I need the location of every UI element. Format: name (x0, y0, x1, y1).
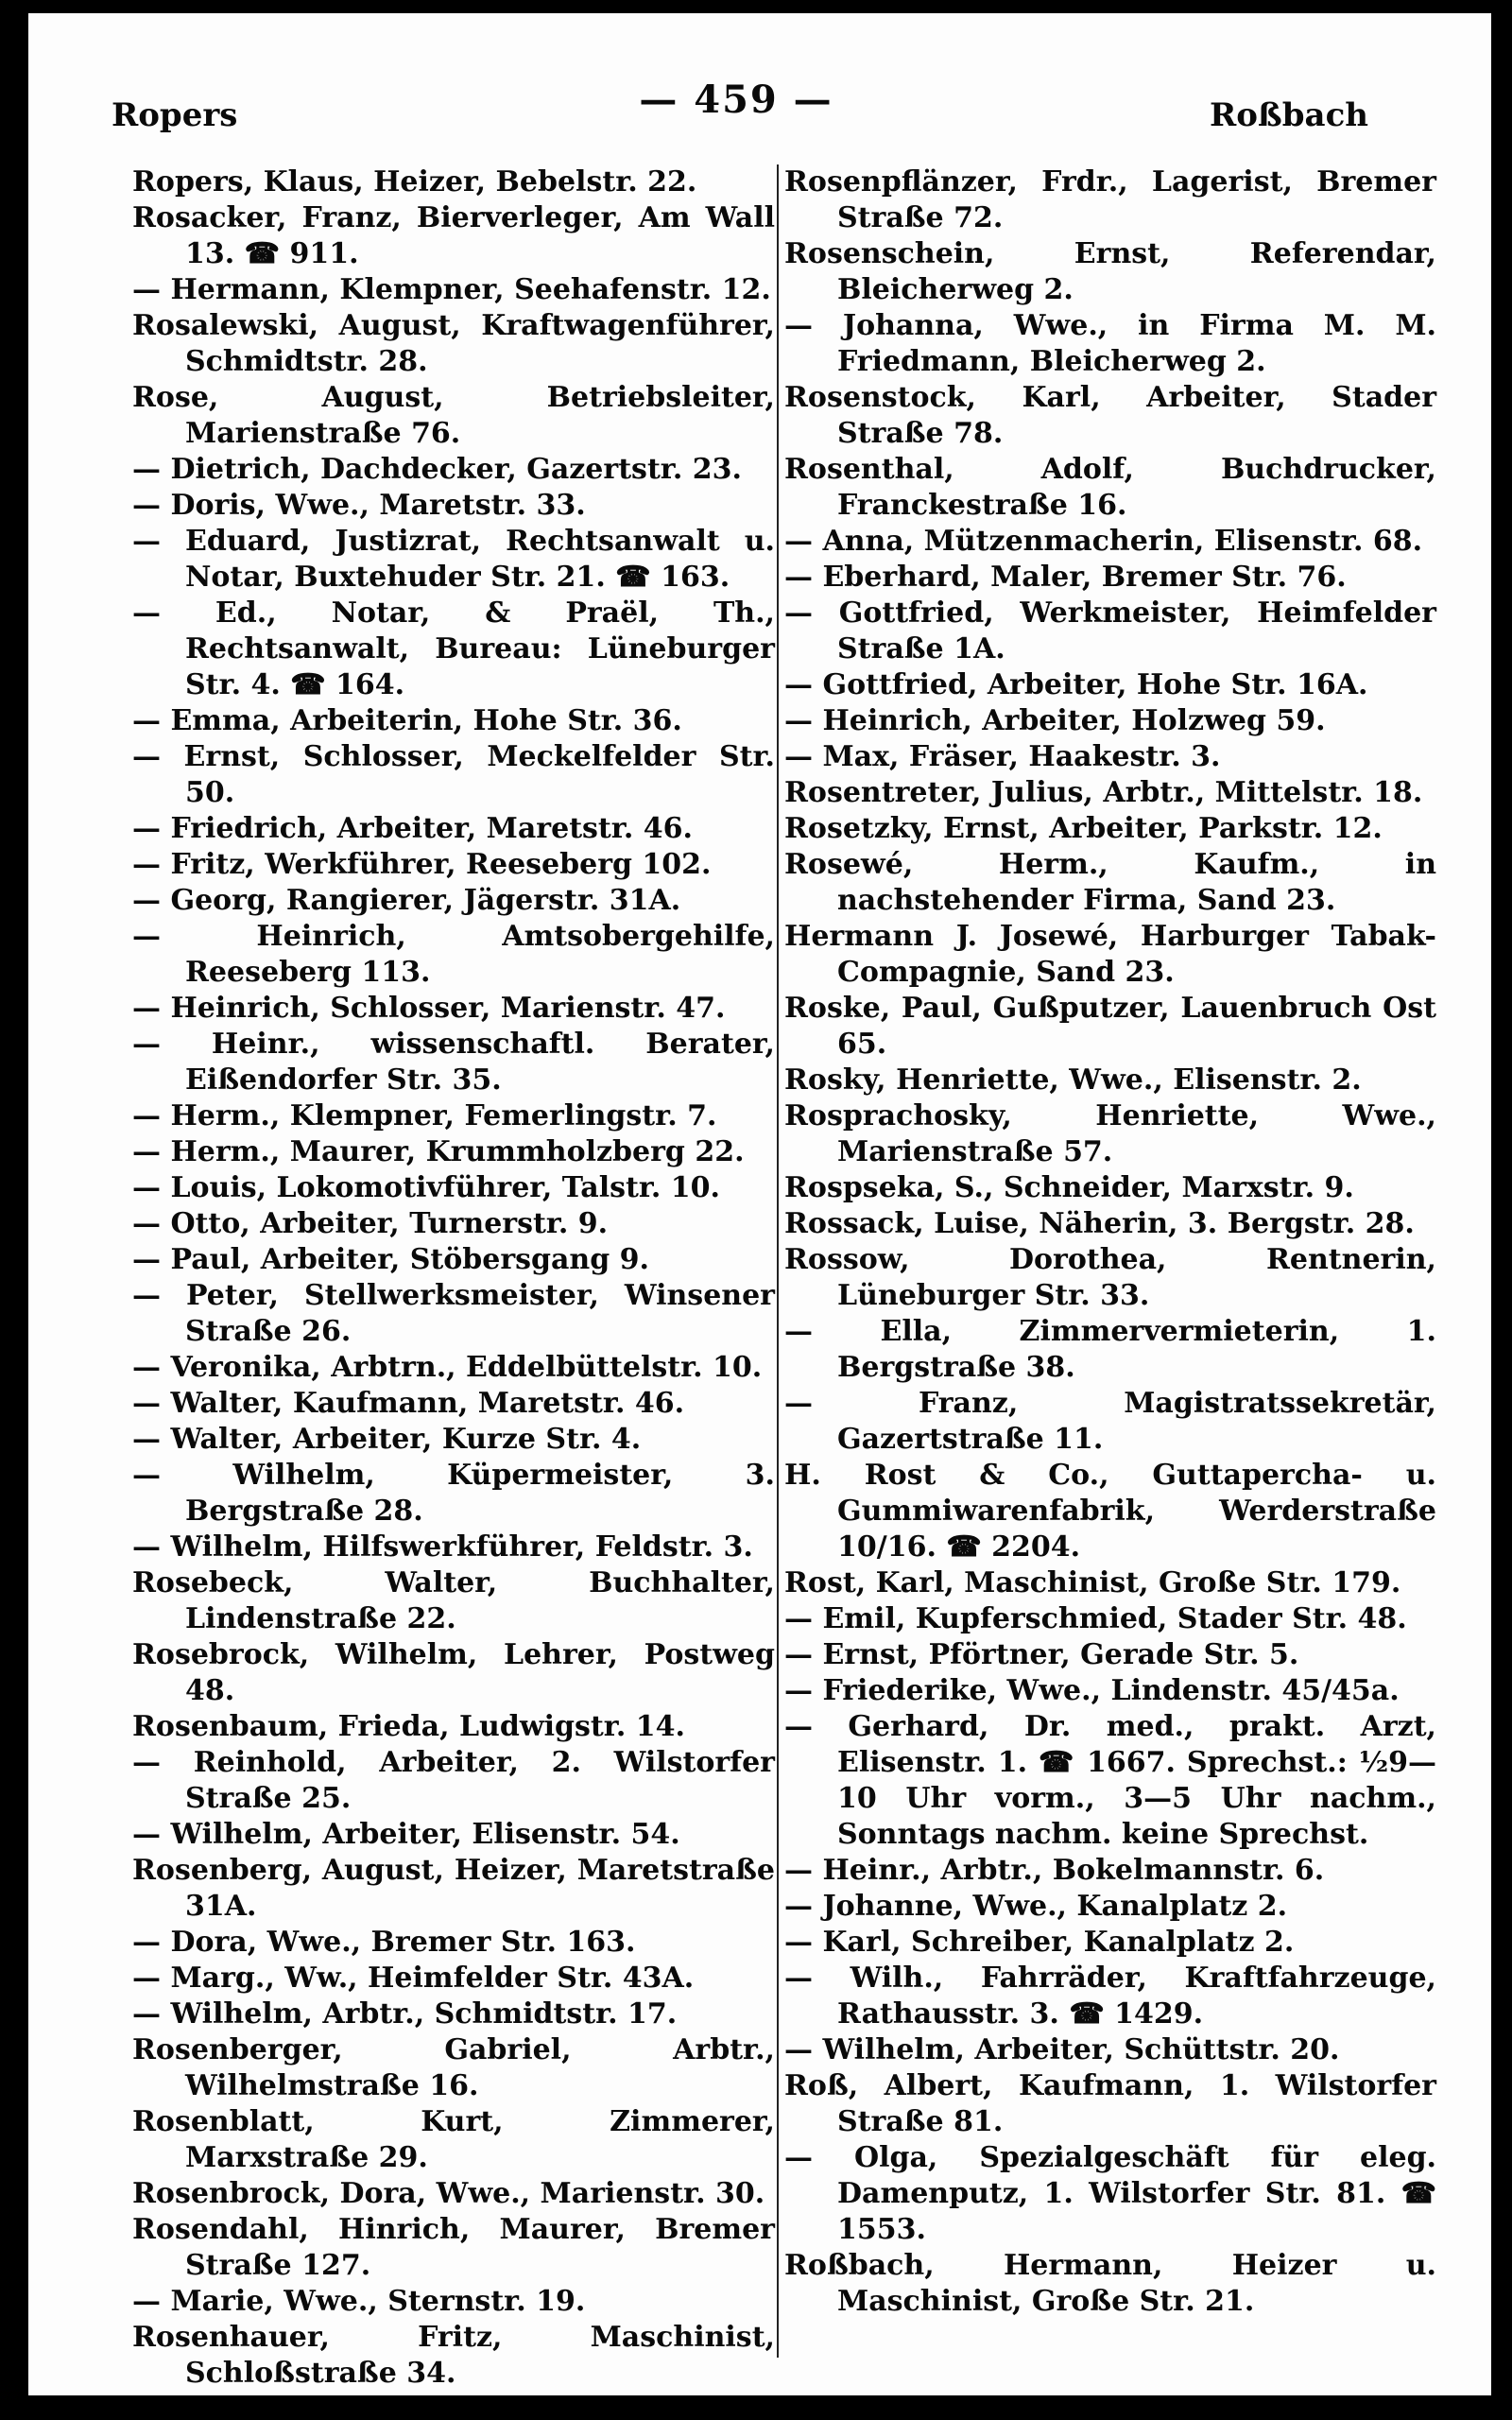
left-column (132, 164, 775, 2392)
page-number: — 459 — (639, 78, 833, 122)
directory-entry: Rospseka, S., Schneider, Marxstr. 9. (784, 1171, 1354, 1204)
directory-entry: — Wilhelm, Arbeiter, Elisenstr. 54. (132, 1818, 680, 1851)
directory-entry: — Johanna, Wwe., in Firma M. M. Friedmann, Bleicherweg 2. (784, 309, 1436, 378)
directory-entry: — Ernst, Schlosser, Meckelfelder Str. 50. (132, 740, 775, 809)
directory-entry: Rosalewski, August, Kraftwagenführer, Schmidtstr. 28. (132, 309, 775, 378)
directory-entry: — Friederike, Wwe., Lindenstr. 45/45a. (784, 1674, 1400, 1707)
directory-entry: H. Rost & Co., Guttapercha- u. Gummiwarenfabrik, Werderstraße 10/16. ☎ 2204. (784, 1459, 1436, 1564)
directory-entry: — Heinrich, Amtsobergehilfe, Reeseberg 113. (132, 920, 775, 989)
directory-entry: — Karl, Schreiber, Kanalplatz 2. (784, 1926, 1295, 1959)
directory-entry: — Max, Fräser, Haakestr. 3. (784, 740, 1221, 773)
column-divider (777, 164, 779, 2358)
directory-entry: — Ella, Zimmervermieterin, 1. Bergstraße 38. (784, 1315, 1436, 1384)
directory-entry: Rosprachosky, Henriette, Wwe., Marienstraße 57. (784, 1099, 1436, 1168)
directory-entry: Roßbach, Hermann, Heizer u. Maschinist, Große Str. 21. (784, 2249, 1436, 2318)
directory-entry: — Wilhelm, Arbeiter, Schüttstr. 20. (784, 2033, 1340, 2066)
page-header (104, 68, 1368, 134)
directory-entry: Rosetzky, Ernst, Arbeiter, Parkstr. 12. (784, 812, 1383, 845)
directory-entry: Rosenberg, August, Heizer, Maretstraße 31A. (132, 1854, 775, 1923)
directory-entry: — Ed., Notar, & Praël, Th., Rechtsanwalt, Bureau: Lüneburger Str. 4. ☎ 164. (132, 596, 775, 701)
directory-entry: — Fritz, Werkführer, Reeseberg 102. (132, 848, 712, 881)
directory-entry: — Wilhelm, Küpermeister, 3. Bergstraße 28. (132, 1459, 775, 1528)
directory-entry: — Gottfried, Werkmeister, Heimfelder Straße 1A. (784, 596, 1436, 666)
directory-entry: Rosenhauer, Fritz, Maschinist, Schloßstraße 34. (132, 2321, 775, 2390)
directory-entry: Rosacker, Franz, Bierverleger, Am Wall 13. ☎ 911. (132, 201, 775, 270)
directory-entry: Ropers, Klaus, Heizer, Bebelstr. 22. (132, 165, 697, 199)
directory-entry: Rosenberger, Gabriel, Arbtr., Wilhelmstraße 16. (132, 2033, 775, 2102)
directory-entry: — Herm., Maurer, Krummholzberg 22. (132, 1135, 745, 1168)
directory-entry: — Dora, Wwe., Bremer Str. 163. (132, 1926, 636, 1959)
directory-entry: Rosenbaum, Frieda, Ludwigstr. 14. (132, 1710, 685, 1743)
paper-sheet (28, 13, 1491, 2395)
directory-entry: Rosenschein, Ernst, Referendar, Bleicherweg 2. (784, 237, 1436, 306)
directory-entry: — Emma, Arbeiterin, Hohe Str. 36. (132, 704, 682, 737)
directory-entry: — Wilhelm, Arbtr., Schmidtstr. 17. (132, 1997, 678, 2031)
directory-entry: — Olga, Spezialgeschäft für eleg. Damenputz, 1. Wilstorfer Str. 81. ☎ 1553. (784, 2141, 1436, 2246)
directory-entry: — Heinrich, Arbeiter, Holzweg 59. (784, 704, 1326, 737)
directory-entry: Rosewé, Herm., Kaufm., in nachstehender Firma, Sand 23. (784, 848, 1436, 917)
directory-entry: — Gottfried, Arbeiter, Hohe Str. 16A. (784, 668, 1368, 701)
directory-entry: Rosenpflänzer, Frdr., Lagerist, Bremer Straße 72. (784, 165, 1436, 234)
header-right-keyword: Roßbach (1210, 96, 1368, 134)
directory-entry: — Friedrich, Arbeiter, Maretstr. 46. (132, 812, 693, 845)
directory-entry: — Gerhard, Dr. med., prakt. Arzt, Elisenstr. 1. ☎ 1667. Sprechst.: ½9—10 Uhr vorm., 3—5 Uhr nachm., Sonntags nachm. keine Sprechst. (784, 1710, 1436, 1851)
directory-entry: Roske, Paul, Gußputzer, Lauenbruch Ost 65. (784, 992, 1436, 1061)
directory-entry: — Walter, Arbeiter, Kurze Str. 4. (132, 1423, 642, 1456)
directory-entry: — Peter, Stellwerksmeister, Winsener Straße 26. (132, 1279, 775, 1348)
directory-entry: — Ernst, Pförtner, Gerade Str. 5. (784, 1638, 1299, 1671)
directory-entry: Hermann J. Josewé, Harburger Tabak-Compagnie, Sand 23. (784, 920, 1436, 989)
directory-entry: — Walter, Kaufmann, Maretstr. 46. (132, 1387, 685, 1420)
directory-entry: Roß, Albert, Kaufmann, 1. Wilstorfer Straße 81. (784, 2069, 1436, 2138)
right-column (784, 164, 1436, 2320)
directory-entry: — Anna, Mützenmacherin, Elisenstr. 68. (784, 525, 1423, 558)
directory-entry: Rosenblatt, Kurt, Zimmerer, Marxstraße 29. (132, 2105, 775, 2174)
directory-entry: — Otto, Arbeiter, Turnerstr. 9. (132, 1207, 609, 1240)
directory-entry: Rosebrock, Wilhelm, Lehrer, Postweg 48. (132, 1638, 775, 1707)
directory-entry: — Veronika, Arbtrn., Eddelbüttelstr. 10. (132, 1351, 763, 1384)
directory-columns (104, 164, 1436, 2390)
directory-entry: — Heinr., wissenschaftl. Berater, Eißendorfer Str. 35. (132, 1028, 775, 1097)
directory-entry: Rosky, Henriette, Wwe., Elisenstr. 2. (784, 1063, 1362, 1097)
directory-entry: Rossow, Dorothea, Rentnerin, Lüneburger Str. 33. (784, 1243, 1436, 1312)
directory-entry: Rose, August, Betriebsleiter, Marienstraße 76. (132, 381, 775, 450)
directory-entry: — Marie, Wwe., Sternstr. 19. (132, 2285, 586, 2318)
directory-entry: Rost, Karl, Maschinist, Große Str. 179. (784, 1566, 1401, 1599)
directory-entry: — Paul, Arbeiter, Stöbersgang 9. (132, 1243, 649, 1276)
directory-entry: — Dietrich, Dachdecker, Gazertstr. 23. (132, 453, 742, 486)
directory-entry: — Hermann, Klempner, Seehafenstr. 12. (132, 273, 771, 306)
directory-entry: — Heinrich, Schlosser, Marienstr. 47. (132, 992, 726, 1025)
directory-entry: Rosendahl, Hinrich, Maurer, Bremer Straße 127. (132, 2213, 775, 2282)
directory-entry: — Johanne, Wwe., Kanalplatz 2. (784, 1890, 1288, 1923)
directory-entry: — Louis, Lokomotivführer, Talstr. 10. (132, 1171, 720, 1204)
directory-entry: Rossack, Luise, Näherin, 3. Bergstr. 28. (784, 1207, 1415, 1240)
directory-entry: — Doris, Wwe., Maretstr. 33. (132, 489, 586, 522)
directory-entry: Rosentreter, Julius, Arbtr., Mittelstr. 18. (784, 776, 1423, 809)
directory-entry: — Reinhold, Arbeiter, 2. Wilstorfer Straße 25. (132, 1746, 775, 1815)
directory-entry: — Emil, Kupferschmied, Stader Str. 48. (784, 1602, 1407, 1635)
directory-entry: — Heinr., Arbtr., Bokelmannstr. 6. (784, 1854, 1325, 1887)
header-left-keyword: Ropers (112, 96, 238, 134)
directory-entry: — Herm., Klempner, Femerlingstr. 7. (132, 1099, 717, 1132)
directory-entry: Rosebeck, Walter, Buchhalter, Lindenstraße 22. (132, 1566, 775, 1635)
directory-entry: Rosenstock, Karl, Arbeiter, Stader Straße 78. (784, 381, 1436, 450)
directory-entry: — Marg., Ww., Heimfelder Str. 43A. (132, 1962, 695, 1995)
directory-entry: — Georg, Rangierer, Jägerstr. 31A. (132, 884, 681, 917)
directory-entry: — Wilhelm, Hilfswerkführer, Feldstr. 3. (132, 1530, 753, 1564)
directory-entry: Rosenthal, Adolf, Buchdrucker, Franckestraße 16. (784, 453, 1436, 522)
directory-entry: — Eberhard, Maler, Bremer Str. 76. (784, 561, 1347, 594)
directory-entry: — Franz, Magistratssekretär, Gazertstraße 11. (784, 1387, 1436, 1456)
directory-entry: — Eduard, Justizrat, Rechtsanwalt u. Notar, Buxtehuder Str. 21. ☎ 163. (132, 525, 775, 594)
directory-entry: Rosenbrock, Dora, Wwe., Marienstr. 30. (132, 2177, 765, 2210)
directory-entry: — Wilh., Fahrräder, Kraftfahrzeuge, Rathausstr. 3. ☎ 1429. (784, 1962, 1436, 2031)
